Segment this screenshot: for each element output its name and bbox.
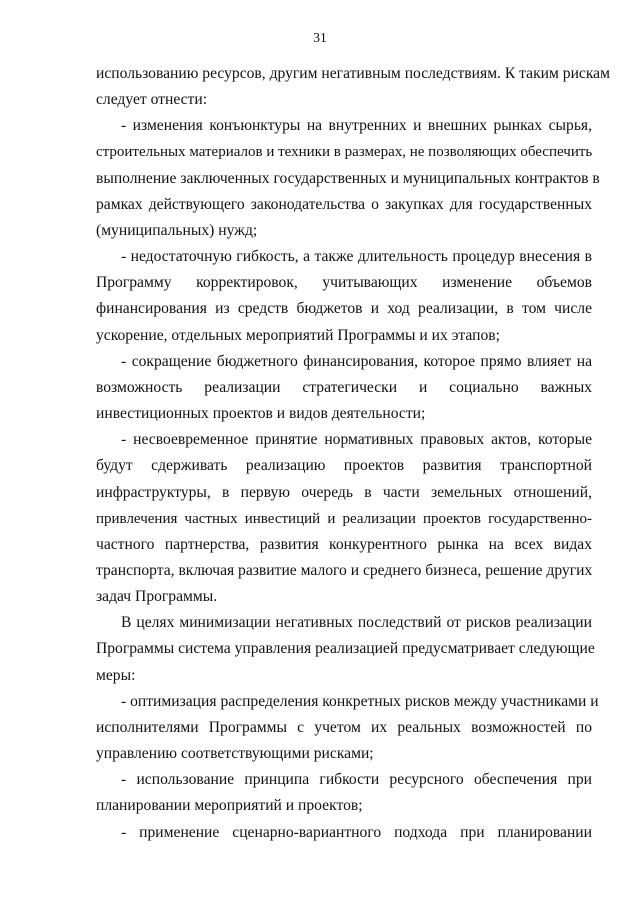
text-line: привлечения частных инвестиций и реализации проектов государственно- [96, 510, 592, 527]
text-line: финансирования из средств бюджетов и ход реализации, в том числе [96, 300, 592, 318]
text-line: следует отнести: [96, 91, 208, 109]
page-number: 31 [313, 30, 327, 45]
text-line: исполнителями Программы с учетом их реальных возможностей по [96, 718, 592, 736]
text-line: транспорта, включая развитие малого и среднего бизнеса, решение других [96, 561, 593, 579]
text-line: Программы система управления реализацией предусматривает следующие [96, 640, 595, 658]
text-line: - несвоевременное принятие нормативных правовых актов, которые [121, 431, 592, 449]
text-line: - недостаточную гибкость, а также длительность процедур внесения в [121, 248, 592, 266]
text-line: - изменения конъюнктуры на внутренних и внешних рынках сырья, [121, 117, 592, 135]
text-line: - использование принципа гибкости ресурсного обеспечения при [121, 771, 592, 789]
text-line: будут сдерживать реализацию проектов развития транспортной [96, 457, 592, 475]
text-line: управлению соответствующими рисками; [96, 745, 374, 763]
text-line: инфраструктуры, в первую очередь в части земельных отношений, [96, 483, 592, 501]
text-line: меры: [96, 666, 136, 684]
text-line: - сокращение бюджетного финансирования, которое прямо влияет на [121, 352, 592, 370]
text-line: частного партнерства, развития конкурентного рынка на всех видах [96, 535, 592, 553]
text-line: - оптимизация распределения конкретных рисков между участниками и [121, 692, 599, 710]
text-line: инвестиционных проектов и видов деятельности; [96, 405, 426, 423]
text-line: строительных материалов и техники в размерах, не позволяющих обеспечить [96, 144, 593, 161]
text-line: рамках действующего законодательства о закупках для государственных [96, 195, 592, 213]
text-line: выполнение заключенных государственных и муниципальных контрактов в [96, 169, 600, 187]
text-line: - применение сценарно-вариантного подхода при планировании [121, 823, 592, 841]
text-line: ускорение, отдельных мероприятий Программы и их этапов; [96, 326, 500, 344]
document-body [96, 61, 610, 846]
text-line: задач Программы. [96, 588, 218, 606]
text-line: возможность реализации стратегически и социально важных [96, 378, 592, 396]
text-line: планировании мероприятий и проектов; [96, 797, 363, 815]
text-line: использованию ресурсов, другим негативным последствиям. К таким рискам [96, 65, 610, 82]
text-line: В целях минимизации негативных последствий от рисков реализации [121, 614, 592, 632]
text-line: (муниципальных) нужд; [96, 221, 258, 239]
text-line: Программу корректировок, учитывающих изменение объемов [96, 274, 592, 292]
